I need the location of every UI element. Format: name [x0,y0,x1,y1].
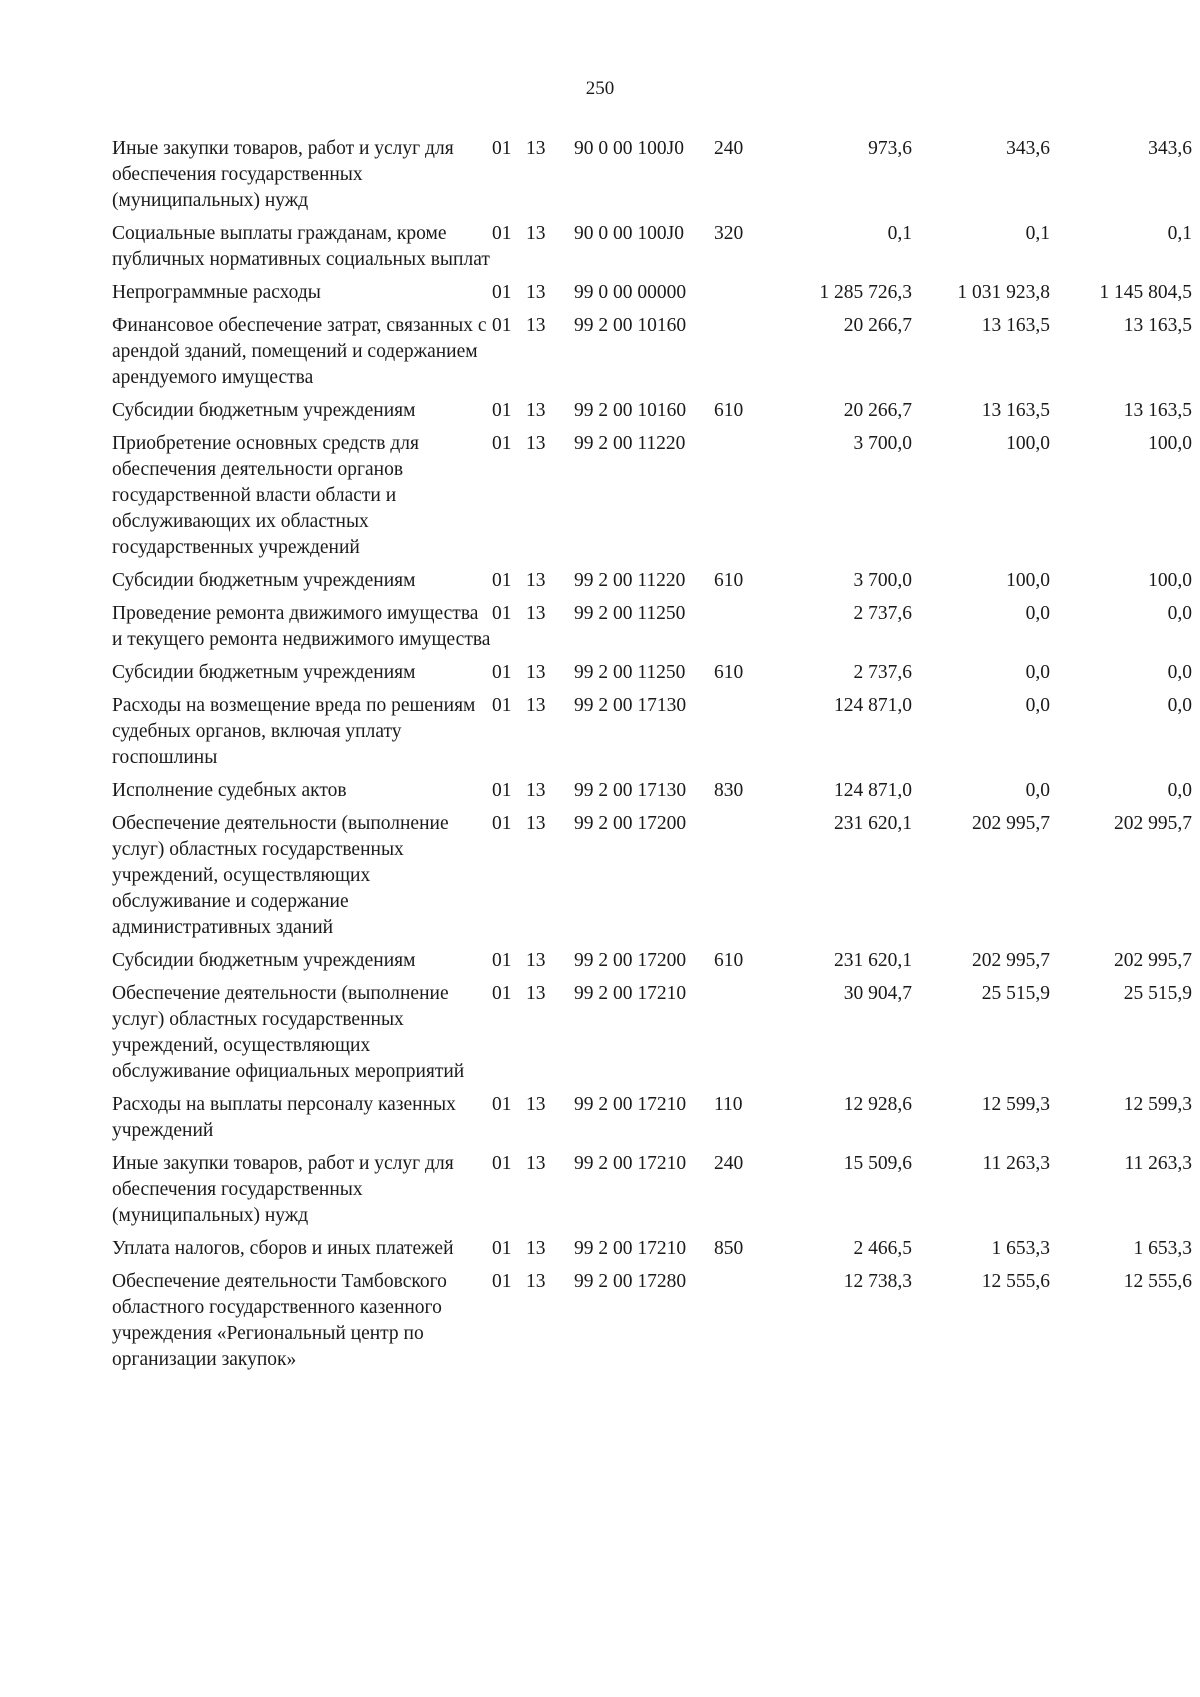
expense-name: Уплата налогов, сборов и иных платежей [112,1238,454,1259]
amount-year-3: 202 995,7 [1114,950,1192,971]
amount-year-1: 3 700,0 [853,433,912,454]
target-item-code: 99 2 00 11220 [574,570,686,591]
subsection-code: 13 [526,433,546,454]
section-code: 01 [492,813,512,834]
expense-name: Субсидии бюджетным учреждениям [112,570,416,591]
target-item-code: 99 2 00 10160 [574,315,687,336]
expense-name: Приобретение основных средств для обеспечения деятельности органов государственной власти области и обслуживающих их областных государственных учреждений [112,433,419,558]
subsection-code: 13 [526,138,546,159]
amount-year-2: 25 515,9 [981,983,1050,1004]
section-code: 01 [492,695,512,716]
amount-year-2: 202 995,7 [972,813,1050,834]
table-row [112,693,1192,778]
expense-name: Субсидии бюджетным учреждениям [112,662,416,683]
table-body [112,136,1192,1380]
amount-year-2: 12 599,3 [981,1094,1050,1115]
target-item-code: 99 2 00 17280 [574,1271,687,1292]
target-item-code: 99 2 00 17200 [574,950,687,971]
expense-type-code [714,313,772,398]
target-item-code: 99 2 00 17210 [574,1238,687,1259]
expense-name: Обеспечение деятельности (выполнение услуг) областных государственных учреждений, осуществляющих обслуживание и содержание административных зданий [112,813,449,938]
amount-year-2: 13 163,5 [981,315,1050,336]
amount-year-2: 12 555,6 [981,1271,1050,1292]
amount-year-1: 30 904,7 [843,983,912,1004]
amount-year-3: 100,0 [1148,570,1192,591]
section-code: 01 [492,400,512,421]
section-code: 01 [492,780,512,801]
amount-year-1: 231 620,1 [834,813,912,834]
target-item-code: 99 2 00 11220 [574,433,686,454]
section-code: 01 [492,223,512,244]
subsection-code: 13 [526,950,546,971]
table-row [112,280,1192,313]
target-item-code: 90 0 00 100J0 [574,138,684,159]
subsection-code: 13 [526,662,546,683]
section-code: 01 [492,315,512,336]
subsection-code: 13 [526,1271,546,1292]
table-row [112,660,1192,693]
section-code: 01 [492,950,512,971]
section-code: 01 [492,1094,512,1115]
expense-name: Иные закупки товаров, работ и услуг для обеспечения государственных (муниципальных) нужд [112,138,454,211]
page-number: 250 [585,78,615,99]
target-item-code: 99 0 00 00000 [574,282,687,303]
subsection-code: 13 [526,695,546,716]
table-row [112,398,1192,431]
amount-year-1: 20 266,7 [843,315,912,336]
expense-name: Расходы на выплаты персоналу казенных учреждений [112,1094,456,1141]
amount-year-3: 11 263,3 [1124,1153,1192,1174]
table-row [112,1151,1192,1236]
amount-year-3: 100,0 [1148,433,1192,454]
expense-name: Обеспечение деятельности (выполнение услуг) областных государственных учреждений, осуществляющих обслуживание официальных мероприятий [112,983,465,1082]
amount-year-1: 231 620,1 [834,950,912,971]
section-code: 01 [492,1271,512,1292]
expense-type-code: 850 [714,1238,744,1259]
table-row [112,601,1192,660]
expense-type-code [714,1269,772,1380]
amount-year-1: 124 871,0 [834,695,912,716]
expense-type-code: 610 [714,400,744,421]
section-code: 01 [492,983,512,1004]
expense-name: Иные закупки товаров, работ и услуг для обеспечения государственных (муниципальных) нужд [112,1153,454,1226]
amount-year-2: 0,0 [1025,780,1050,801]
target-item-code: 99 2 00 17200 [574,813,687,834]
section-code: 01 [492,138,512,159]
amount-year-1: 2 466,5 [853,1238,912,1259]
expense-name: Субсидии бюджетным учреждениям [112,950,416,971]
table-row [112,778,1192,811]
amount-year-1: 973,6 [868,138,912,159]
expense-name: Проведение ремонта движимого имущества и текущего ремонта недвижимого имущества [112,603,491,650]
amount-year-3: 1 145 804,5 [1099,282,1192,303]
subsection-code: 13 [526,813,546,834]
expense-name: Расходы на возмещение вреда по решениям судебных органов, включая уплату госпошлины [112,695,476,768]
amount-year-3: 0,0 [1167,662,1192,683]
amount-year-1: 12 738,3 [843,1271,912,1292]
amount-year-1: 124 871,0 [834,780,912,801]
amount-year-3: 0,0 [1167,695,1192,716]
table-row [112,1236,1192,1269]
amount-year-2: 202 995,7 [972,950,1050,971]
expense-type-code [714,431,772,568]
amount-year-1: 2 737,6 [853,662,912,683]
amount-year-1: 0,1 [887,223,912,244]
amount-year-3: 0,0 [1167,780,1192,801]
amount-year-2: 0,0 [1025,695,1050,716]
table-row [112,221,1192,280]
expense-name: Обеспечение деятельности Тамбовского областного государственного казенного учреждения «Региональный центр по организации закупок» [112,1271,447,1370]
target-item-code: 99 2 00 17130 [574,780,687,801]
amount-year-3: 202 995,7 [1114,813,1192,834]
section-code: 01 [492,662,512,683]
table-row [112,981,1192,1092]
amount-year-3: 25 515,9 [1123,983,1192,1004]
budget-table [112,136,1192,1380]
expense-type-code [714,811,772,948]
expense-type-code [714,601,772,660]
amount-year-1: 12 928,6 [843,1094,912,1115]
amount-year-2: 13 163,5 [981,400,1050,421]
amount-year-1: 15 509,6 [843,1153,912,1174]
subsection-code: 13 [526,1094,546,1115]
amount-year-3: 12 555,6 [1123,1271,1192,1292]
target-item-code: 99 2 00 17210 [574,1094,687,1115]
expense-type-code: 830 [714,780,744,801]
expense-type-code [714,280,772,313]
expense-type-code: 240 [714,138,744,159]
subsection-code: 13 [526,315,546,336]
table-row [112,568,1192,601]
amount-year-3: 12 599,3 [1123,1094,1192,1115]
table-row [112,1092,1192,1151]
amount-year-2: 1 031 923,8 [957,282,1050,303]
table-row [112,313,1192,398]
amount-year-2: 0,0 [1025,603,1050,624]
target-item-code: 99 2 00 11250 [574,662,686,683]
amount-year-1: 3 700,0 [853,570,912,591]
table-row [112,136,1192,221]
amount-year-2: 100,0 [1006,433,1050,454]
expense-name: Непрограммные расходы [112,282,321,303]
expense-name: Исполнение судебных актов [112,780,347,801]
expense-type-code: 610 [714,950,744,971]
target-item-code: 90 0 00 100J0 [574,223,684,244]
expense-name: Социальные выплаты гражданам, кроме публичных нормативных социальных выплат [112,223,490,270]
amount-year-2: 1 653,3 [991,1238,1050,1259]
expense-type-code: 110 [714,1094,743,1115]
table-row [112,811,1192,948]
subsection-code: 13 [526,603,546,624]
section-code: 01 [492,1153,512,1174]
section-code: 01 [492,282,512,303]
subsection-code: 13 [526,1238,546,1259]
expense-type-code: 320 [714,223,744,244]
amount-year-2: 11 263,3 [982,1153,1050,1174]
table-row [112,1269,1192,1380]
amount-year-3: 343,6 [1148,138,1192,159]
target-item-code: 99 2 00 17210 [574,983,687,1004]
amount-year-3: 13 163,5 [1123,315,1192,336]
amount-year-2: 343,6 [1006,138,1050,159]
target-item-code: 99 2 00 11250 [574,603,686,624]
subsection-code: 13 [526,282,546,303]
amount-year-1: 20 266,7 [843,400,912,421]
table-row [112,948,1192,981]
amount-year-1: 1 285 726,3 [819,282,912,303]
section-code: 01 [492,433,512,454]
expense-name: Субсидии бюджетным учреждениям [112,400,416,421]
target-item-code: 99 2 00 17130 [574,695,687,716]
subsection-code: 13 [526,1153,546,1174]
expense-type-code [714,981,772,1092]
amount-year-2: 0,0 [1025,662,1050,683]
subsection-code: 13 [526,983,546,1004]
expense-type-code: 610 [714,662,744,683]
target-item-code: 99 2 00 17210 [574,1153,687,1174]
subsection-code: 13 [526,400,546,421]
section-code: 01 [492,570,512,591]
amount-year-3: 0,0 [1167,603,1192,624]
subsection-code: 13 [526,780,546,801]
expense-name: Финансовое обеспечение затрат, связанных с арендой зданий, помещений и содержанием арендуемого имущества [112,315,487,388]
section-code: 01 [492,1238,512,1259]
amount-year-2: 0,1 [1025,223,1050,244]
subsection-code: 13 [526,223,546,244]
target-item-code: 99 2 00 10160 [574,400,687,421]
section-code: 01 [492,603,512,624]
amount-year-3: 1 653,3 [1133,1238,1192,1259]
amount-year-1: 2 737,6 [853,603,912,624]
amount-year-3: 13 163,5 [1123,400,1192,421]
amount-year-3: 0,1 [1167,223,1192,244]
amount-year-2: 100,0 [1006,570,1050,591]
table-row [112,431,1192,568]
expense-type-code: 610 [714,570,744,591]
expense-type-code: 240 [714,1153,744,1174]
expense-type-code [714,693,772,778]
subsection-code: 13 [526,570,546,591]
